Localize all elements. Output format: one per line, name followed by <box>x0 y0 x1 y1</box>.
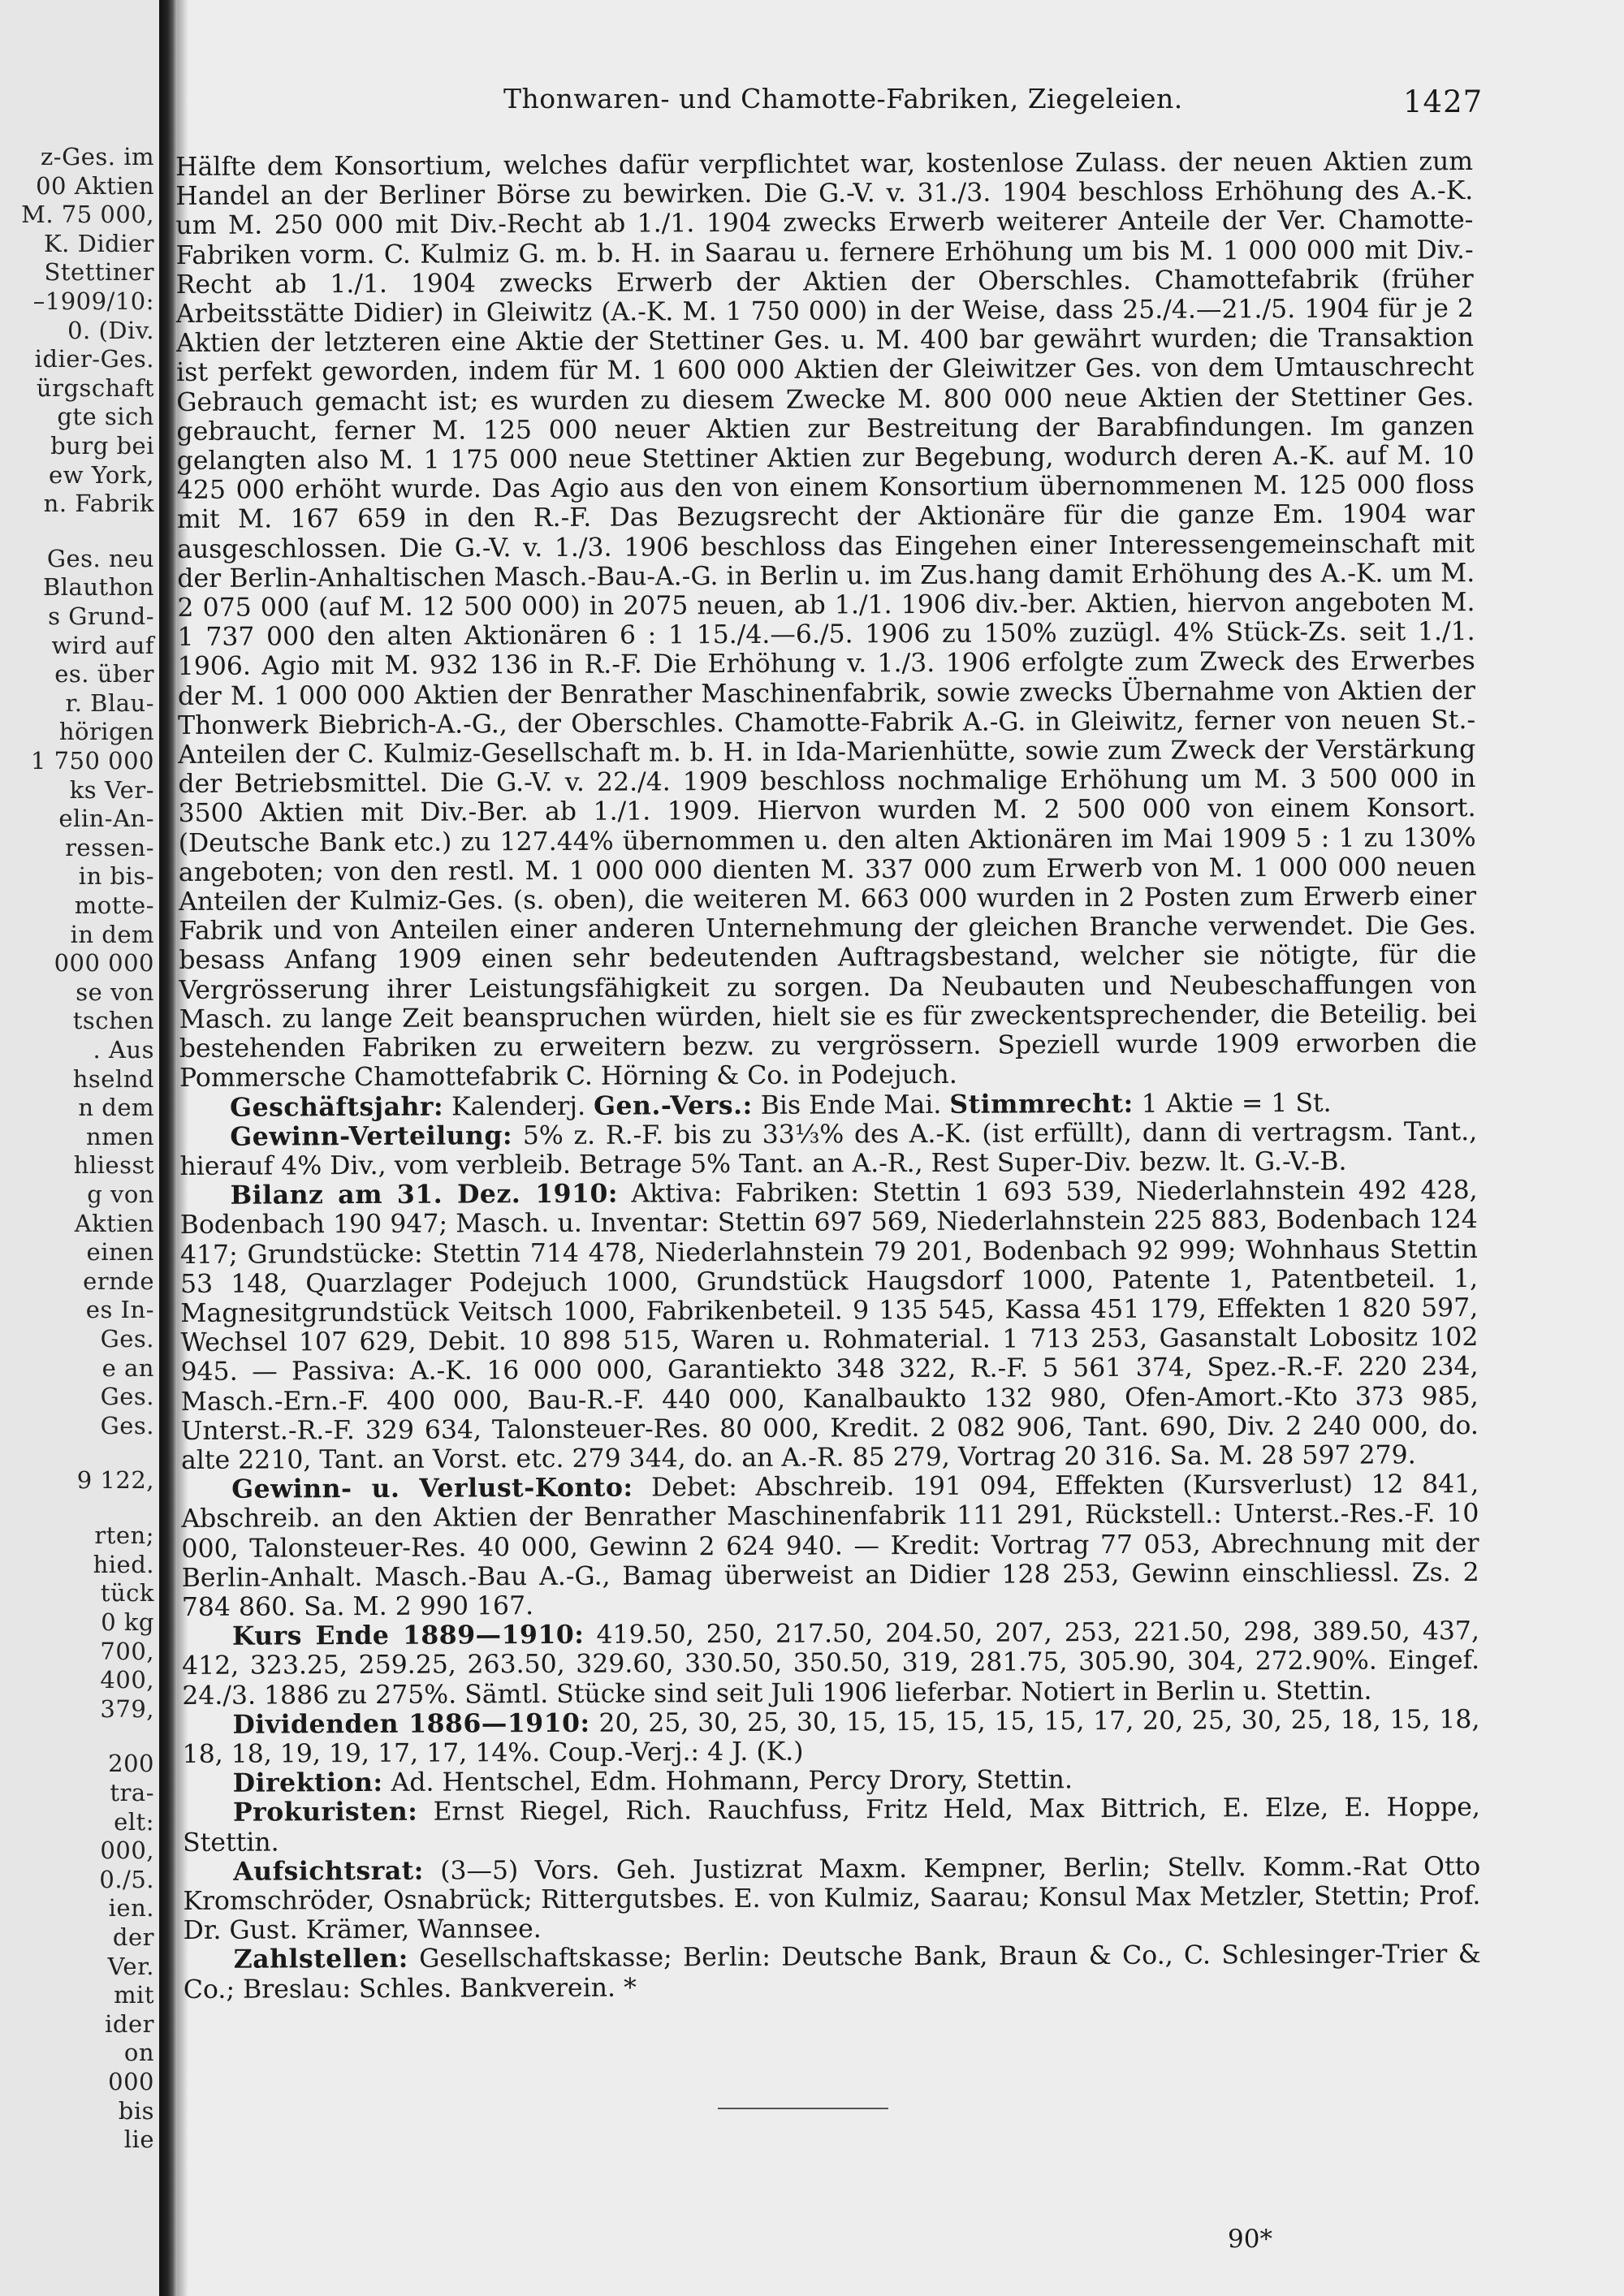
left-page-fragment: hied. <box>93 1550 154 1578</box>
left-page-fragment: ks Ver- <box>69 775 154 804</box>
left-page-fragment: 379, <box>100 1694 154 1723</box>
left-page-fragment: 200 <box>108 1750 154 1778</box>
left-page-fragment: M. 75 000, <box>21 201 154 229</box>
section-label: Stimmrecht: <box>949 1088 1134 1120</box>
left-page-fragment: tra- <box>110 1778 154 1806</box>
section-text: Bis Ende Mai. <box>752 1090 942 1120</box>
left-page-fragment: bis <box>118 2096 154 2125</box>
left-page-fragment: ressen- <box>65 833 154 861</box>
section-aufsichtsrat <box>183 1852 1480 1946</box>
left-page-fragment: ider <box>105 2009 154 2038</box>
left-page-fragment: Ges. <box>100 1325 154 1353</box>
left-page-fragment: Ges. <box>100 1411 154 1439</box>
left-page-fragment: 0./5. <box>99 1865 154 1893</box>
left-page-fragment: der <box>112 1923 154 1951</box>
section-prokuristen <box>183 1793 1480 1857</box>
left-page-fragment: on <box>123 2039 154 2067</box>
left-page-fragment: motte- <box>74 891 154 920</box>
section-text: Aktiva: Fabriken: Stettin 1 693 539, Niederlahnstein 492 428, Bodenbach 190 947; Masch. u. Inventar: Stettin 697 569, Niederlahnstein 225 883, Bodenbach 124 417; Grundstücke: Stettin 714 478, Niederlahnstein 79 201, Bodenbach 92 999; Wohnhaus Stettin 53 148, Quarzlager Podejuch 1000, Grundstück Haugsdorf 1000, Patente 1, Patentbeteil. 1, Magnesitgrundstück Veitsch 1000, Fabrikenbeteil. 9 135 545, Kassa 451 179, Effekten 1 820 597, Wechsel 107 629, Debit. 10 898 515, Waren u. Rohmaterial. 1 713 253, Gasanstalt Lobositz 102 945. — Passiva: A.-K. 16 000 000, Garantiekto 348 322, R.-F. 5 561 374, Spez.-R.-F. 220 234, Masch.-Ern.-F. 400 000, Bau-R.-F. 440 000, Kanalbaukto 132 980, Ofen-Amort.-Kto 373 985, Unterst.-R.-F. 329 634, Talonsteuer-Res. 80 000, Kredit. 2 082 906, Tant. 690, Div. 2 240 000, do. alte 2210, Tant. an Vorst. etc. 279 344, do. an A.-R. 85 279, Vortrag 20 316. Sa. M. 28 597 279. <box>179 1176 1479 1475</box>
left-page-fragment: –1909/10: <box>32 287 154 315</box>
left-page-fragment: in bis- <box>78 862 154 891</box>
left-page-fragment: 0 kg <box>101 1608 154 1636</box>
left-page-fragment: g von <box>87 1180 154 1209</box>
left-page-fragment: gte sich <box>57 403 154 431</box>
main-text <box>175 147 1481 2005</box>
left-page-fragment: hörigen <box>58 718 154 746</box>
left-page-fragment: einen <box>86 1238 154 1267</box>
section-text: Ad. Hentschel, Edm. Hohmann, Percy Drory, Stettin. <box>382 1765 1073 1798</box>
section-bilanz <box>180 1176 1479 1475</box>
left-page-fragment: 1 750 000 <box>30 747 154 775</box>
left-page-fragment: . Aus <box>93 1036 154 1064</box>
section-text: 419.50, 250, 217.50, 204.50, 207, 253, 221.50, 298, 389.50, 437, 412, 323.25, 259.25, 263.50, 329.60, 330.50, 350.50, 319, 281.75, 305.90, 304, 272.90%. Eingef. 24./3. 1886 zu 275%. Sämtl. Stücke sind seit Juli 1906 lieferbar. Notiert in Berlin u. Stettin. <box>182 1616 1480 1711</box>
left-page-fragment: idier-Ges. <box>34 345 154 373</box>
left-page-fragment: 000 <box>108 2067 154 2095</box>
section-label: Gen.-Vers.: <box>593 1090 753 1121</box>
left-page-fragment: tück <box>100 1579 154 1608</box>
left-page-fragment: Ges. <box>100 1383 154 1411</box>
left-page-fragment: K. Didier <box>44 229 154 257</box>
running-title: Thonwaren- und Chamotte-Fabriken, Ziegeleien. <box>503 83 1183 114</box>
left-page-fragment: e an <box>102 1353 154 1382</box>
section-text: 5% z. R.-F. bis zu 33⅓% des A.-K. (ist erfüllt), dann di vertragsm. Tant., hierauf 4% Div., vom verbleib. Betrage 5% Tant. an A.-R., Rest Super-Div. bezw. lt. G.-V.-B. <box>179 1116 1478 1181</box>
left-page-fragment: wird auf <box>51 631 154 659</box>
left-page-fragment: Aktien <box>74 1209 154 1237</box>
left-page-fragment: in dem <box>70 920 154 948</box>
section-dividenden <box>182 1705 1479 1769</box>
left-page-fragment: elin-An- <box>58 805 154 833</box>
left-page-fragment: nmen <box>85 1122 154 1150</box>
section-label: Geschäftsjahr: <box>230 1091 444 1123</box>
section-zahlstellen <box>184 1940 1481 2004</box>
left-page-fragment: Ges. neu <box>46 544 154 572</box>
left-page-fragment: 0. (Div. <box>67 316 154 344</box>
left-page-fragment: n dem <box>78 1094 154 1122</box>
page-number: 1427 <box>1403 84 1484 119</box>
section-text: Debet: Abschreib. 191 094, Effekten (Kursverlust) 12 841, Abschreib. an den Aktien der Benrather Maschinenfabrik 111 291, Rückstell.: Unterst.-Res.-F. 10 000, Talonsteuer-Res. 40 000, Gewinn 2 624 940. — Kredit: Vortrag 77 053, Abrechnung mit der Berlin-Anhalt. Masch.-Bau A.-G., Bamag überweist an Didier 128 253, Gewinn einschliessl. Zs. 2 784 860. Sa. M. 2 990 167. <box>181 1470 1479 1622</box>
section-kurs <box>182 1616 1479 1711</box>
left-page-fragment: lie <box>123 2126 154 2154</box>
section-label: Bilanz am 31. Dez. 1910: <box>230 1178 619 1211</box>
left-page-fragment: hliesst <box>73 1151 154 1180</box>
left-page-fragment: tschen <box>72 1007 154 1035</box>
left-page-fragment: 00 Aktien <box>36 171 154 200</box>
section-gewinn-verteilung <box>179 1117 1477 1181</box>
section-label: Prokuristen: <box>232 1797 418 1828</box>
section-text: (3—5) Vors. Geh. Justizrat Maxm. Kempner, Berlin; Stellv. Komm.-Rat Otto Kromschröder, Osnabrück; Rittergutsbes. E. von Kulmiz, Saarau; Konsul Max Metzler, Stettin; Prof. Dr. Gust. Krämer, Wannsee. <box>183 1851 1481 1946</box>
section-label: Gewinn- u. Verlust-Konto: <box>231 1472 633 1504</box>
section-gewinn-verlust <box>181 1470 1479 1622</box>
left-page-fragment: r. Blau- <box>65 688 154 717</box>
section-text: 1 Aktie = 1 St. <box>1133 1088 1332 1119</box>
left-page-fragment: s Grund- <box>48 602 154 631</box>
left-page-fragment: 700, <box>100 1637 154 1665</box>
end-rule <box>718 2108 888 2109</box>
section-text: Gesellschaftskasse; Berlin: Deutsche Bank, Braun & Co., C. Schlesinger-Trier & Co.; Breslau: Schles. Bankverein. * <box>183 1940 1481 2005</box>
left-page-fragment: n. Fabrik <box>43 490 154 518</box>
left-page-fragment: se von <box>76 978 154 1006</box>
left-page-fragment: ürgschaft <box>36 373 154 402</box>
left-page-fragment: Ver. <box>107 1952 154 1980</box>
sheet-signature: 90* <box>1228 2225 1272 2254</box>
left-page-fragment: mit <box>114 1981 154 2009</box>
section-text: Ernst Riegel, Rich. Rauchfuss, Fritz Held, Max Bittrich, E. Elze, E. Hoppe, Stettin. <box>183 1793 1480 1858</box>
left-page-fragment: Stettiner <box>44 258 154 287</box>
left-page-fragment: burg bei <box>50 432 154 460</box>
left-page-fragment: 000 000 <box>54 949 154 978</box>
left-page-fragment: elt: <box>114 1807 154 1836</box>
book-gutter <box>159 0 177 2296</box>
left-page-fragment: Blauthon <box>42 573 154 602</box>
left-page-fragment: es. über <box>54 660 154 688</box>
adjacent-page-fragment <box>0 0 159 2296</box>
section-label: Kurs Ende 1889—1910: <box>231 1619 585 1651</box>
left-page-fragment: rten; <box>94 1521 154 1550</box>
section-label: Aufsichtsrat: <box>233 1855 424 1887</box>
intro-paragraph: Hälfte dem Konsortium, welches dafür verpflichtet war, kostenlose Zulass. der neuen Aktien zum Handel an der Berliner Börse zu bewirken. Die G.-V. v. 31./3. 1904 beschloss Erhöhung des A.-K. um M. 250 000 mit Div.-Recht ab 1./1. 1904 zwecks Erwerb weiterer Anteile der Ver. Chamotte-Fabriken vorm. C. Kulmiz G. m. b. H. in Saarau u. fernere Erhöhung um bis M. 1 000 000 mit Div.-Recht ab 1./1. 1904 zwecks Erwerb der Aktien der Oberschles. Chamottefabrik (früher Arbeitsstätte Didier) in Gleiwitz (A.-K. M. 1 750 000) in der Weise, dass 25./4.—21./5. 1904 für je 2 Aktien der letzteren eine Aktie der Stettiner Ges. u. M. 400 bar gewährt wurden; die Transaktion ist perfekt geworden, indem für M. 1 600 000 Aktien der Gleiwitzer Ges. von dem Umtauschrecht Gebrauch gemacht ist; es wurden zu diesem Zwecke M. 800 000 neue Aktien der Stettiner Ges. gebraucht, ferner M. 125 000 neuer Aktien zur Bestreitung der Barabfindungen. Im ganzen gelangten also M. 1 175 000 neue Stettiner Aktien zur Begebung, wodurch deren A.-K. auf M. 10 425 000 erhöht wurde. Das Agio aus den von einem Konsortium übernommenen M. 125 000 floss mit M. 167 659 in den R.-F. Das Bezugsrecht der Aktionäre für die ganze Em. 1904 war ausgeschlossen. Die G.-V. v. 1./3. 1906 beschloss das Eingehen einer Interessengemeinschaft mit der Berlin-Anhaltischen Masch.-Bau-A.-G. in Berlin u. im Zus.hang damit Erhöhung des A.-K. um M. 2 075 000 (auf M. 12 500 000) in 2075 neuen, ab 1./1. 1906 div.-ber. Aktien, hiervon angeboten M. 1 737 000 den alten Aktionären 6 : 1 15./4.—6./5. 1906 zu 150% zuzügl. 4% Stück-Zs. seit 1./1. 1906. Agio mit M. 932 136 in R.-F. Die Erhöhung v. 1./3. 1906 erfolgte zum Zweck des Erwerbes der M. 1 000 000 Aktien der Benrather Maschinenfabrik, sowie zwecks Übernahme von Aktien der Thonwerk Biebrich-A.-G., der Oberschles. Chamotte-Fabrik A.-G. in Gleiwitz, ferner von neuen St.-Anteilen der C. Kulmiz-Gesellschaft m. b. H. in Ida-Marienhütte, sowie zum Zweck der Verstärkung der Betriebsmittel. Die G.-V. v. 22./4. 1909 beschloss nochmalige Erhöhung um M. 3 500 000 in 3500 Aktien mit Div.-Ber. ab 1./1. 1909. Hiervon wurden M. 2 500 000 von einem Konsort. (Deutsche Bank etc.) zu 127.44% übernommen u. den alten Aktionären im Mai 1909 5 : 1 zu 130% angeboten; von den restl. M. 1 000 000 dienten M. 337 000 zum Erwerb von M. 1 000 000 neuen Anteilen der Kulmiz-Ges. (s. oben), die weiteren M. 663 000 wurden in 2 Posten zum Erwerb einer Fabrik und von Anteilen einer anderen Unternehmung der gleichen Branche verwendet. Die Ges. besass Anfang 1909 einen sehr bedeutenden Auftragsbestand, welcher sie nötigte, für die Vergrösserung ihrer Leistungsfähigkeit zu sorgen. Da Neubauten und Neubeschaffungen von Masch. zu lange Zeit beanspruchen würden, hielt sie es für zweckentsprechender, die Beteilig. bei bestehenden Fabriken zu erweitern bezw. zu vergrössern. Speziell wurde 1909 erworben die Pommersche Chamottefabrik C. Hörning & Co. in Podejuch. <box>175 147 1477 1094</box>
left-page-fragment: z-Ges. im <box>41 143 154 170</box>
left-page-fragment: ernde <box>83 1267 154 1295</box>
section-label: Dividenden 1886—1910: <box>232 1707 590 1740</box>
left-page-fragment: 000, <box>100 1836 154 1865</box>
left-page-fragment: 9 122, <box>76 1466 154 1495</box>
left-page-fragment: hselnd <box>72 1064 154 1093</box>
section-label: Direktion: <box>232 1767 383 1798</box>
left-page-fragment: es In- <box>85 1296 154 1324</box>
left-page-fragment: ew York, <box>49 460 154 489</box>
left-page-fragment: ien. <box>108 1894 154 1923</box>
section-label: Gewinn-Verteilung: <box>230 1120 513 1152</box>
section-text: 20, 25, 30, 25, 30, 15, 15, 15, 15, 15, 17, 20, 25, 30, 25, 18, 15, 18, 18, 18, 19, 19, 17, 17, 14%. Coup.-Verj.: 4 J. (K.) <box>182 1704 1480 1769</box>
left-page-fragment: 400, <box>100 1666 154 1694</box>
section-text: Kalenderj. <box>443 1091 586 1122</box>
section-label: Zahlstellen: <box>233 1944 408 1975</box>
